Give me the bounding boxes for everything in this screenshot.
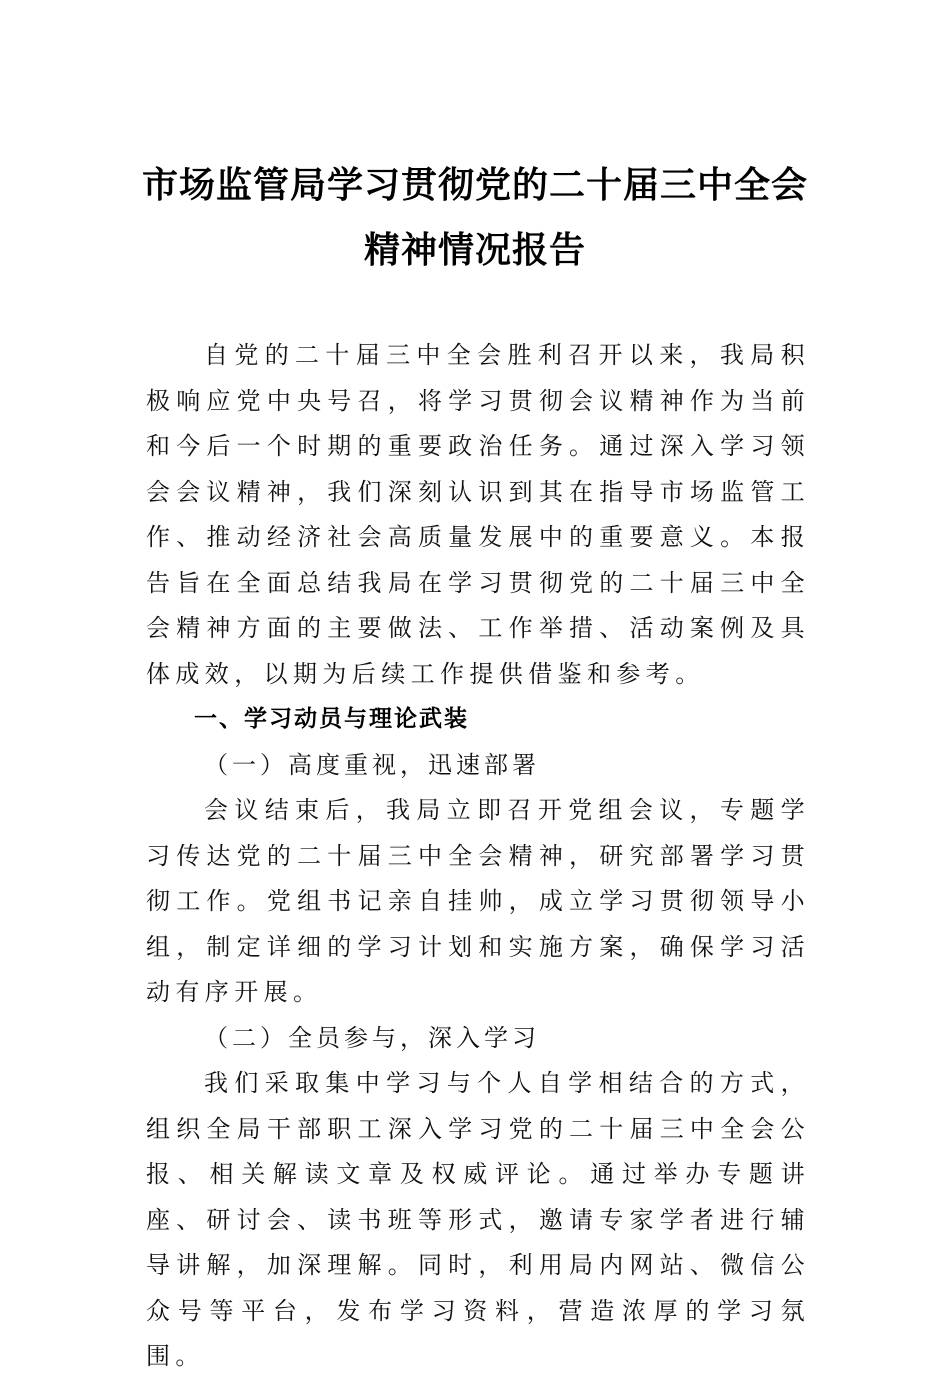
subsection-heading-2: （二）全员参与，深入学习	[204, 1023, 540, 1052]
document-title-line-1: 市场监管局学习贯彻党的二十届三中全会	[141, 164, 808, 206]
document-title-line-2: 精神情况报告	[363, 229, 586, 271]
subsection-2-paragraph: 我们采取集中学习与个人自学相结合的方式，组织全局干部职工深入学习党的二十届三中全会公报、相关解读文章及权威评论。通过举办专题讲座、研讨会、读书班等形式，邀请专家学者进行辅导讲解，加深理解。同时，利用局内网站、微信公众号等平台，发布学习资料，营造浓厚的学习氛围。	[146, 1069, 810, 1370]
document-body	[146, 333, 810, 1380]
section-heading-1: 一、学习动员与理论武装	[194, 706, 469, 732]
subsection-1-paragraph: 会议结束后，我局立即召开党组会议，专题学习传达党的二十届三中全会精神，研究部署学习贯彻工作。党组书记亲自挂帅，成立学习贯彻领导小组，制定详细的学习计划和实施方案，确保学习活动有序开展。	[146, 796, 810, 1006]
intro-paragraph: 自党的二十届三中全会胜利召开以来，我局积极响应党中央号召，将学习贯彻会议精神作为当前和今后一个时期的重要政治任务。通过深入学习领会会议精神，我们深刻认识到其在指导市场监管工作、推动经济社会高质量发展中的重要意义。本报告旨在全面总结我局在学习贯彻党的二十届三中全会精神方面的主要做法、工作举措、活动案例及具体成效，以期为后续工作提供借鉴和参考。	[146, 341, 810, 688]
subsection-heading-1: （一）高度重视，迅速部署	[204, 750, 540, 779]
